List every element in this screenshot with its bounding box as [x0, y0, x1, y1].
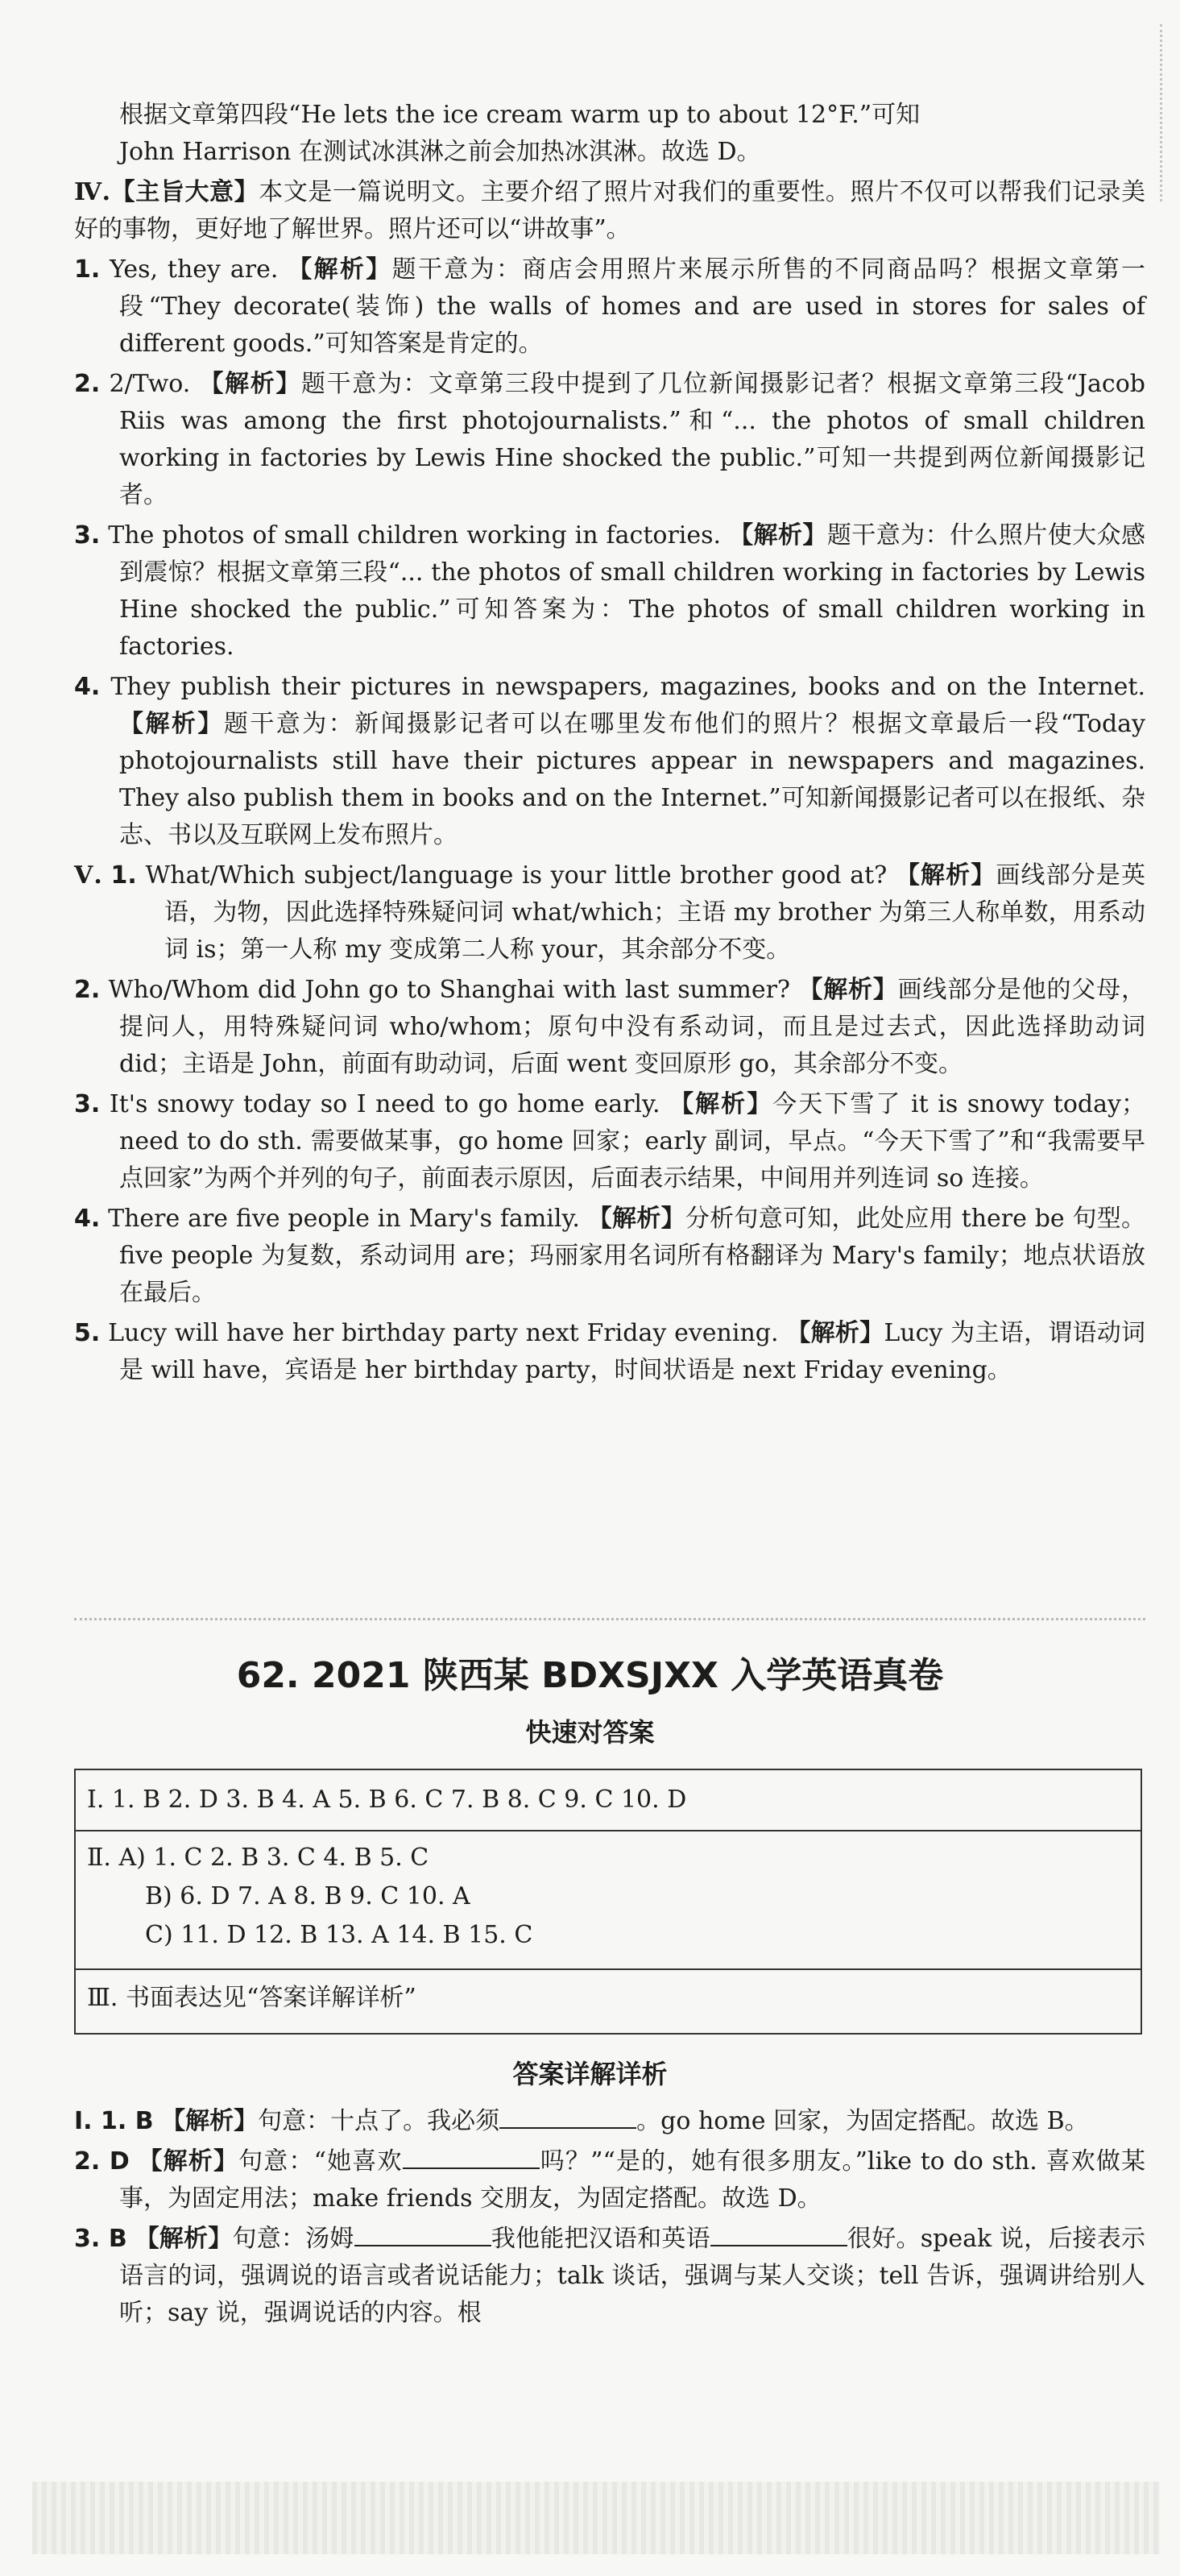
page-footer-band — [32, 2482, 1160, 2554]
analysis-tag: 【解析】 — [199, 370, 302, 398]
analysis-tag: 【解析】 — [669, 1090, 773, 1118]
item-number: 3. — [74, 1090, 101, 1118]
item-number: Ⅰ. 1. B — [74, 2107, 154, 2135]
section-title: 62. 2021 陕西某 BDXSJXX 入学英语真卷 — [236, 1655, 944, 1696]
item-number: 3. B — [74, 2225, 127, 2253]
detail-title: 答案详解详析 — [512, 2059, 668, 2089]
analysis-tag: 【解析】 — [288, 255, 392, 284]
detail-text: 句意：“她喜欢 — [238, 2147, 403, 2176]
section-5-item — [74, 972, 1145, 1083]
item-analysis: 题干意为：什么照片使大众感到震惊？根据文章第三段“... the photos of small children working in factories by Lewis Hine shocked the public.”可知答案为：The photos of small children working in factories. — [119, 521, 1146, 661]
section-4-item — [74, 251, 1145, 363]
section-5-item — [74, 857, 1145, 969]
item-analysis: 题干意为：新闻摄影记者可以在哪里发布他们的照片？根据文章最后一段“Today photojournalists still have their pictures appear in newspapers and magazines. They also publish them in books and on the Internet.”可知新闻摄影记者可以在报纸、杂志、书以及互联网上发布照片。 — [119, 710, 1145, 849]
item-analysis: 分析句意可知，此处应用 there be 句型。five people 为复数，系动词用 are；玛丽家用名词所有格翻译为 Mary's family；地点状语放在最后。 — [119, 1205, 1145, 1307]
answer-blank — [403, 2143, 540, 2169]
item-number: 2. D — [74, 2147, 130, 2176]
section-4-item — [74, 366, 1145, 514]
answer-row: Ⅱ. A) 1. C 2. B 3. C 4. B 5. C — [87, 1844, 429, 1872]
section-5-item — [74, 1315, 1145, 1389]
item-number: 1. — [110, 861, 137, 890]
analysis-tag: 【解析】 — [119, 710, 224, 738]
summary-text: 本文是一篇说明文。主要介绍了照片对我们的重要性。照片不仅可以帮我们记录美好的事物，更好地了解世界。照片还可以“讲故事”。 — [74, 178, 1146, 243]
analysis-tag: 【解析】 — [729, 521, 827, 550]
section-5-item — [74, 1086, 1145, 1197]
section-label: Ⅳ. — [74, 178, 111, 206]
detail-item — [74, 2221, 1145, 2332]
detail-text: 吗？”“是的，她有很多朋友。”like to do sth. 喜欢做某事，为固定用法；make friends 交朋友，为固定搭配。故选 D。 — [119, 2147, 1146, 2213]
item-answer: 2/Two. — [109, 370, 191, 398]
item-answer: It's snowy today so I need to go home early. — [109, 1090, 660, 1118]
item-number: 4. — [74, 1205, 101, 1233]
answer-blank — [499, 2103, 636, 2129]
detail-item — [74, 2103, 1145, 2140]
section-4-item — [74, 517, 1145, 666]
detail-item — [74, 2143, 1145, 2217]
answer-row: Ⅲ. 书面表达见“答案详解详析” — [87, 1984, 416, 2012]
page-edge-mark — [1155, 24, 1162, 201]
analysis-tag: 【解析】 — [587, 1205, 685, 1233]
item-answer: Yes, they are. — [110, 255, 279, 284]
item-number: 3. — [74, 521, 101, 550]
item-answer: The photos of small children working in factories. — [108, 521, 722, 550]
answer-explanations — [74, 97, 1145, 1392]
analysis-tag: 【解析】 — [135, 2225, 233, 2253]
intro-line: John Harrison 在测试冰淇淋之前会加热冰淇淋。故选 D。 — [119, 138, 761, 166]
section-4-summary — [74, 174, 1145, 248]
section-divider — [74, 1618, 1145, 1620]
item-answer: Lucy will have her birthday party next Friday evening. — [108, 1319, 779, 1347]
detail-text: 我他能把汉语和英语 — [491, 2225, 710, 2253]
answer-blank — [710, 2221, 847, 2246]
item-answer: There are five people in Mary's family. — [108, 1205, 580, 1233]
item-number: 1. — [74, 255, 101, 284]
analysis-tag: 【解析】 — [798, 976, 898, 1004]
item-answer: Who/Whom did John go to Shanghai with last summer? — [108, 976, 791, 1004]
quick-answers-box — [74, 1769, 1142, 2035]
answer-row: B) 6. D 7. A 8. B 9. C 10. A — [145, 1882, 470, 1910]
answer-row: Ⅰ. 1. B 2. D 3. B 4. A 5. B 6. C 7. B 8. C 9. C 10. D — [87, 1786, 687, 1814]
item-analysis: Lucy 为主语，谓语动词是 will have，宾语是 her birthday party，时间状语是 next Friday evening。 — [119, 1319, 1146, 1384]
section-5-item — [74, 1201, 1145, 1312]
item-number: 2. — [74, 370, 101, 398]
detail-text: 。go home 回家，为固定搭配。故选 B。 — [636, 2107, 1089, 2135]
analysis-tag: 【解析】 — [138, 2147, 239, 2176]
quick-answers-title: 快速对答案 — [525, 1717, 655, 1748]
item-analysis: 画线部分是英语，为物，因此选择特殊疑问词 what/which；主语 my brother 为第三人称单数，用系动词 is；第一人称 my 变成第二人称 your，其余部分不变。 — [164, 861, 1146, 964]
intro-line: 根据文章第四段“He lets the ice cream warm up to about 12°F.”可知 — [119, 101, 921, 129]
item-answer: What/Which subject/language is your little brother good at? — [145, 861, 888, 890]
analysis-tag: 【解析】 — [895, 861, 996, 890]
item-analysis: 画线部分是他的父母，提问人，用特殊疑问词 who/whom；原句中没有系动词，而且是过去式，因此选择助动词 did；主语是 John，前面有助动词，后面 went 变回原形 go，其余部分不变。 — [119, 976, 1145, 1078]
item-answer: They publish their pictures in newspapers, magazines, books and on the Internet. — [110, 673, 1145, 701]
summary-tag: 【主旨大意】 — [110, 178, 259, 206]
item-analysis: 今天下雪了 it is snowy today；need to do sth. 需要做某事，go home 回家；early 副词，早点。“今天下雪了”和“我需要早点回家”为两个并列的句子，前面表示原因，后面表示结果，中间用并列连词 so 连接。 — [119, 1090, 1145, 1193]
analysis-tag: 【解析】 — [786, 1319, 884, 1347]
item-analysis: 题干意为：文章第三段中提到了几位新闻摄影记者？根据文章第三段“Jacob Riis was among the first photojournalists.”和“... the photos of small children working in factories by Lewis Hine shocked the public.”可知一共提到两位新闻摄影记者。 — [119, 370, 1146, 509]
item-number: 5. — [74, 1319, 101, 1347]
detail-text: 很好。speak 说，后接表示语言的词，强调说的语言或者说话能力；talk 谈话，强调与某人交谈；tell 告诉，强调讲给别人听；say 说，强调说话的内容。根 — [119, 2225, 1146, 2327]
row-separator — [76, 1968, 1141, 1970]
section-4-item — [74, 669, 1145, 854]
row-separator — [76, 1830, 1141, 1831]
detailed-explanations — [74, 2103, 1145, 2335]
detail-text: 句意：十点了。我必须 — [258, 2107, 500, 2135]
item-analysis: 题干意为：商店会用照片来展示所售的不同商品吗？根据文章第一段“They decorate(装饰) the walls of homes and are used in stores for sales of different goods.”可知答案是肯定的。 — [119, 255, 1145, 358]
item-number: 4. — [74, 673, 101, 701]
item-number: 2. — [74, 976, 101, 1004]
detail-text: 句意：汤姆 — [232, 2225, 354, 2253]
analysis-tag: 【解析】 — [161, 2107, 259, 2135]
intro-paragraph — [74, 97, 1145, 171]
answer-blank — [354, 2221, 491, 2246]
answer-row: C) 11. D 12. B 13. A 14. B 15. C — [145, 1921, 533, 1949]
section-label: Ⅴ. — [74, 861, 102, 890]
